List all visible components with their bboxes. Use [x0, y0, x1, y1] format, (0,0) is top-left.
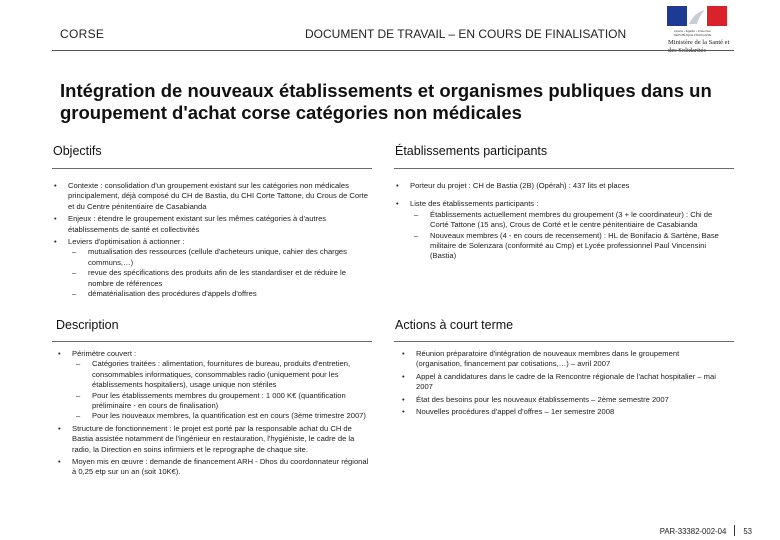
etablissements-item: • Liste des établissements participants :	[394, 199, 729, 209]
actions-bullets	[400, 349, 720, 417]
ministry-logo	[664, 6, 730, 62]
actions-list	[400, 349, 720, 417]
logo-ministry-name: Ministère de la Santé et des Solidarités	[668, 39, 730, 54]
footer-separator	[734, 525, 735, 536]
etablissements-heading: Établissements participants	[395, 144, 548, 158]
objectifs-item: • Enjeux : étendre le groupement existant sur les mêmes catégories à d'autres établissements de santé et collectivités	[52, 214, 370, 235]
description-item: • Périmètre couvert :	[56, 349, 374, 359]
objectifs-rule	[52, 168, 372, 169]
description-list	[56, 349, 374, 478]
objectifs-item: – revue des spécifications des produits afin de les standardiser et de réduire le nombre de références	[66, 268, 370, 289]
description-item: • Moyen mis en œuvre : demande de financement ARH - Dhos du coordonnateur régional à 0,25 etp sur un an (soit 10K€).	[56, 457, 374, 478]
actions-item: • Nouvelles procédures d'appel d'offres – 1er semestre 2008	[400, 407, 720, 417]
actions-item: • Appel à candidatures dans le cadre de la Rencontre régionale de l'achat hospitalier – mai 2007	[400, 372, 720, 393]
header-region-label: CORSE	[60, 27, 105, 41]
etablissements-list	[394, 181, 729, 262]
objectifs-item: – mutualisation des ressources (cellule d'acheteurs unique, cahier des charges communs,…)	[66, 247, 370, 268]
objectifs-list	[52, 181, 370, 299]
actions-item: • Réunion préparatoire d'intégration de nouveaux membres dans le groupement (organisation, financement par cotisations,…) – avril 2007	[400, 349, 720, 370]
french-flag-icon	[667, 6, 727, 26]
etablissements-bullets	[394, 181, 729, 262]
description-heading: Description	[56, 318, 119, 332]
description-bullets	[56, 349, 374, 478]
description-item: – Pour les nouveaux membres, la quantification est en cours (3ème trimestre 2007)	[70, 411, 374, 421]
document-reference: PAR-33382-002-04	[659, 527, 727, 536]
etablissements-item: – Établissements actuellement membres du groupement (3 + le coordinateur) : Chi de Corté Tattone (15 ans), Crous de Corté et le centre pénitentiaire de Casabianda	[408, 210, 729, 231]
etablissements-rule	[394, 168, 734, 169]
page-title: Intégration de nouveaux établissements et organismes publiques dans un groupement d'achat corse catégories non médicales	[60, 80, 712, 123]
objectifs-item: • Contexte : consolidation d'un groupement existant sur les catégories non médicales principalement, déjà composé du CH de Bastia, du CHI Corte Tattone, du Crous de Corte et du Centre pénitentiaire de Casabianda	[52, 181, 370, 212]
description-item: – Catégories traitées : alimentation, fournitures de bureau, produits d'entretien, consommables informatiques, consommables radio (uniquement pour les établissements hospitaliers), usage unique non stériles	[70, 359, 374, 390]
description-item: • Structure de fonctionnement : le projet est porté par la responsable achat du CH de Bastia assistée notamment de l'ingénieur en restauration, l'hygiéniste, le cadre de la radio, la Direction en soins infirmiers et le reprographe de chaque site.	[56, 424, 374, 455]
objectifs-item: – dématérialisation des procédures d'appels d'offres	[66, 289, 370, 299]
description-rule	[52, 341, 372, 342]
logo-motto: Liberté • Égalité • Fraternité	[674, 29, 711, 33]
footer	[660, 525, 752, 536]
header-divider	[52, 50, 734, 51]
etablissements-item: – Nouveaux membres (4 - en cours de recensement) : HL de Bonifacio & Sartène, Base militaire de Solenzara (conformité au Cmp) et Lycée professionnel Paul Vincensini (Bastia)	[408, 231, 729, 262]
logo-republique: RÉPUBLIQUE FRANÇAISE	[674, 33, 712, 37]
objectifs-bullets	[52, 181, 370, 299]
objectifs-item: • Leviers d'optimisation à actionner :	[52, 237, 370, 247]
actions-rule	[394, 341, 734, 342]
actions-heading: Actions à court terme	[395, 318, 514, 332]
actions-item: • État des besoins pour les nouveaux établissements – 2ème semestre 2007	[400, 395, 720, 405]
objectifs-heading: Objectifs	[53, 144, 102, 158]
page-number: 53	[743, 527, 752, 536]
etablissements-item: • Porteur du projet : CH de Bastia (2B) (Opérah) : 437 lits et places	[394, 181, 729, 191]
header-document-status: DOCUMENT DE TRAVAIL – EN COURS DE FINALISATION	[305, 27, 627, 41]
description-item: – Pour les établissements membres du groupement : 1 000 K€ (quantification préliminaire - en cours de finalisation)	[70, 391, 374, 412]
